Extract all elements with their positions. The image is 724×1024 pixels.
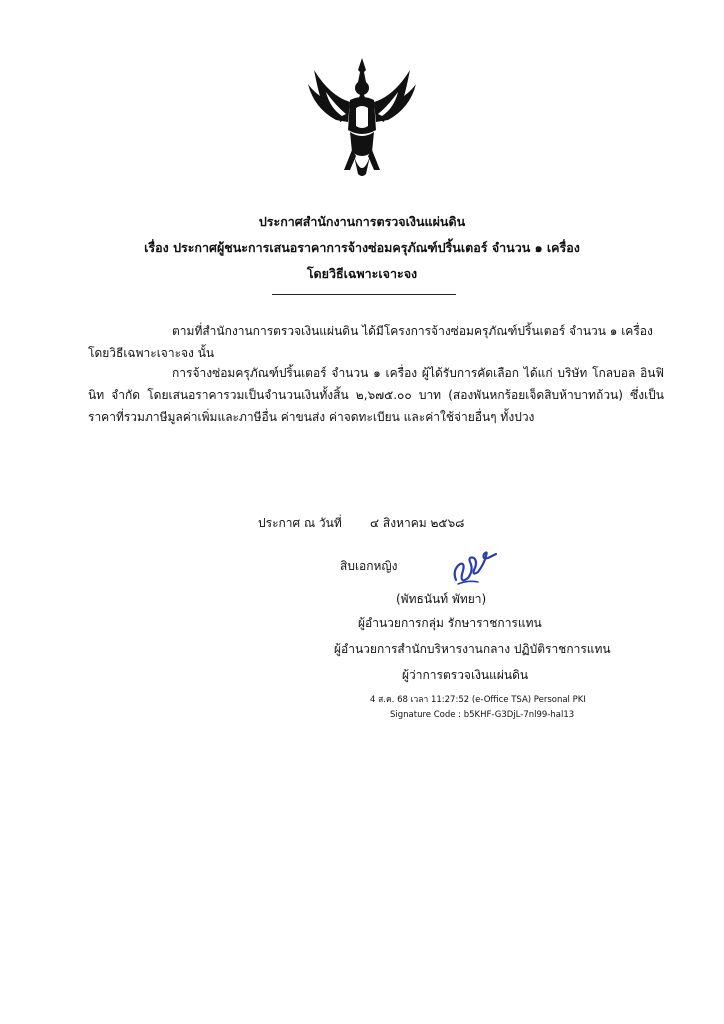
signer-role-line-2: ผู้อำนวยการสำนักบริหารงานกลาง ปฏิบัติราชการแทน xyxy=(334,642,611,656)
title-divider xyxy=(272,294,456,295)
announcement-title: ประกาศสำนักงานการตรวจเงินแผ่นดิน xyxy=(258,214,466,229)
esign-timestamp: 4 ส.ค. 68 เวลา 11:27:52 (e-Office TSA) Personal PKI xyxy=(370,695,586,705)
body-paragraph-1: ตามที่สำนักงานการตรวจเงินแผ่นดิน ได้มีโครงการจ้างซ่อมครุภัณฑ์ปริ้นเตอร์ จำนวน ๑ เครื่อง โดยวิธีเฉพาะเจาะจง นั้น xyxy=(88,324,653,360)
procurement-method: โดยวิธีเฉพาะเจาะจง xyxy=(306,266,418,281)
body-paragraph-2: การจ้างซ่อมครุภัณฑ์ปริ้นเตอร์ จำนวน ๑ เครื่อง ผู้ได้รับการคัดเลือก ได้แก่ บริษัท โกลบอล อินฟินิท จำกัด โดยเสนอราคารวมเป็นจำนวนเงินทั้งสิ้น ๒,๖๗๕.๐๐ บาท (สองพันหกร้อยเจ็ดสิบห้าบาทถ้วน) ซึ่งเป็นราคาที่รวมภาษีมูลค่าเพิ่มและภาษีอื่น ค่าขนส่ง ค่าจดทะเบียน และค่าใช้จ่ายอื่นๆ ทั้งปวง xyxy=(88,366,664,424)
signer-rank: สิบเอกหญิง xyxy=(340,559,398,573)
signer-name: (พัทธนันท์ พัทยา) xyxy=(396,592,487,606)
announcement-subject: เรื่อง ประกาศผู้ชนะการเสนอราคาการจ้างซ่อมครุภัณฑ์ปริ้นเตอร์ จำนวน ๑ เครื่อง xyxy=(144,240,580,255)
signature-code: Signature Code : b5KHF-G3DjL-7nl99-hal13 xyxy=(390,710,575,720)
announcement-date-label: ประกาศ ณ วันที่ xyxy=(258,516,342,530)
signature-image xyxy=(448,540,498,588)
garuda-emblem-icon xyxy=(306,56,418,180)
signer-role-line-1: ผู้อำนวยการกลุ่ม รักษาราชการแทน xyxy=(358,616,542,630)
announcement-date: ๔ สิงหาคม ๒๕๖๘ xyxy=(370,516,465,530)
signer-role-line-3: ผู้ว่าการตรวจเงินแผ่นดิน xyxy=(402,668,529,682)
